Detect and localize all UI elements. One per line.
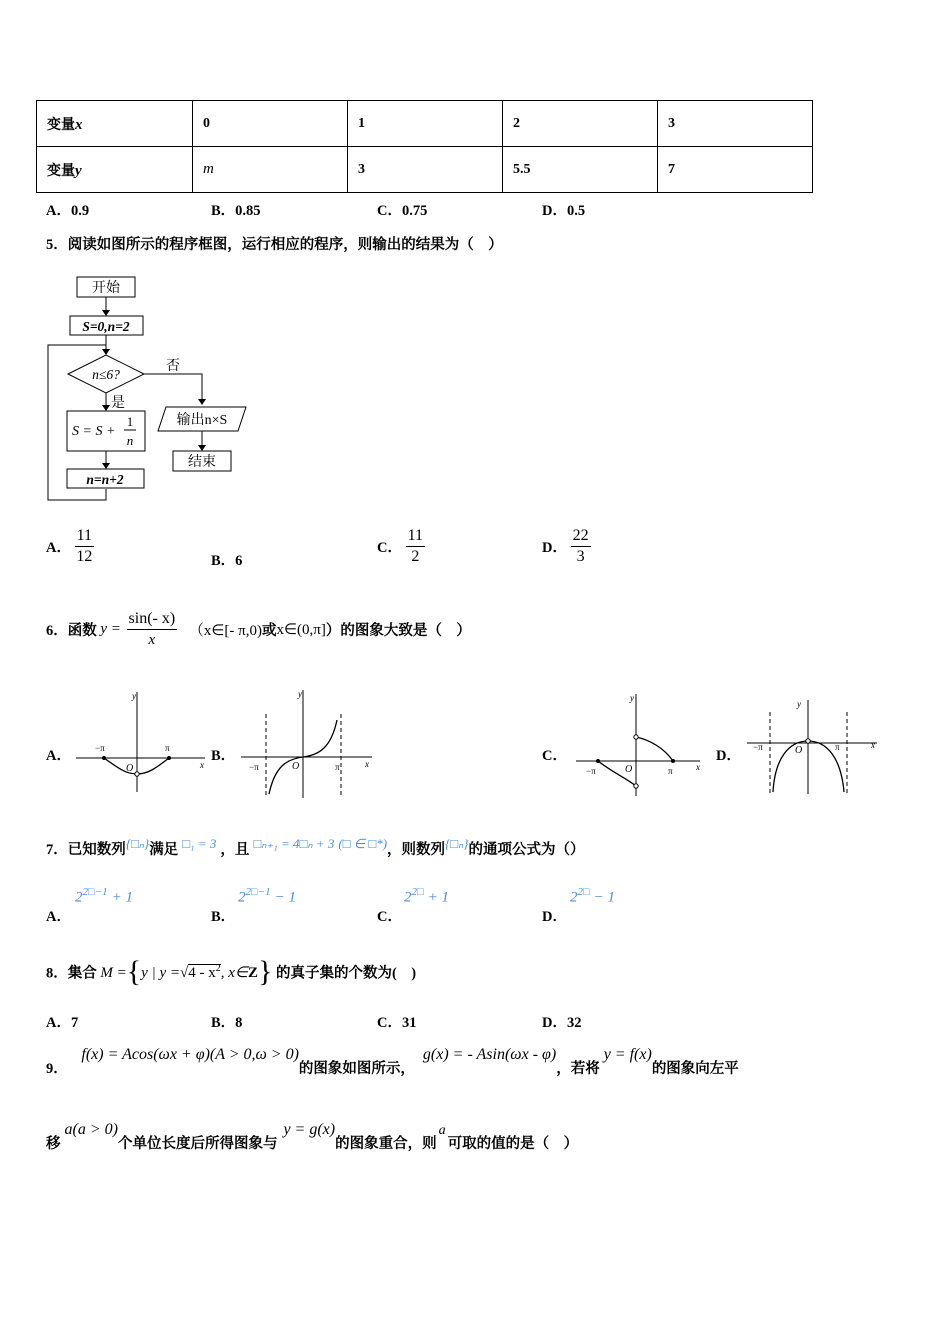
flow-start-text: 开始	[92, 281, 120, 296]
svg-text:x: x	[871, 740, 875, 750]
q6-option-c: C．	[542, 748, 567, 764]
svg-text:x: x	[200, 760, 204, 770]
table-cell: 3	[658, 101, 813, 147]
svg-text:π: π	[335, 762, 340, 772]
svg-text:y: y	[298, 689, 302, 699]
q6-question: 6．函数 y = $\frac{\sin(- x)}{x}$ （x∈[- π,0)或x∈(0,π]）的图象大致是（ ）	[46, 610, 471, 648]
q5-option-a: A． $\frac{11}{12}$	[46, 527, 93, 565]
table-cell: 3	[348, 147, 503, 193]
q6-option-b: B．	[211, 748, 236, 764]
q7-option-b: B．	[211, 909, 236, 925]
flow-step-text: n=n+2	[86, 472, 124, 487]
q8-set-expr: M ={y | $y =√4 - x^2$, x∈Z}	[100, 955, 273, 988]
table-cell: 变量x	[37, 101, 193, 147]
flowchart	[40, 270, 255, 505]
q4-option-c: C．0.75	[377, 203, 428, 219]
flow-update-den: n	[126, 433, 134, 448]
q4-option-b: B．0.85	[211, 203, 261, 219]
table-cell: 2	[503, 101, 658, 147]
flow-update-text: S = S +	[72, 424, 116, 439]
q6-option-d: D．	[716, 748, 741, 764]
q5-question: 5．阅读如图所示的程序框图，运行相应的程序，则输出的结果为（ ）	[46, 237, 503, 253]
svg-text:−π: −π	[95, 743, 105, 753]
svg-text:y: y	[630, 693, 634, 703]
q7-option-c: C．	[377, 909, 402, 925]
svg-text:O: O	[292, 761, 300, 772]
q6-option-a: A．	[46, 748, 71, 764]
q6-graph-c	[570, 690, 710, 802]
flow-update-num: 1	[126, 414, 134, 429]
table-cell: m	[193, 147, 348, 193]
q9-line2: 移a(a > 0)个单位长度后所得图象与y = g(x)的图象重合，则a可取的值的是（ ）	[46, 1121, 579, 1152]
flow-no-label: 否	[166, 359, 180, 374]
svg-text:x: x	[365, 759, 369, 769]
table-cell: 0	[193, 101, 348, 147]
flow-end-text: 结束	[188, 455, 216, 470]
svg-text:π: π	[165, 743, 170, 753]
q7-option-a: A．	[46, 909, 71, 925]
q8-option-c: C．31	[377, 1015, 417, 1031]
q9-line1: 9． f(x) = Acos(ωx + φ)(A > 0,ω > 0)的图象如图所示，g(x) = - Asin(ωx - φ)，若将y = f(x)的图象向左平	[46, 1046, 739, 1077]
q5-option-c: C． $\frac{11}{2}$	[377, 527, 424, 565]
svg-text:y: y	[797, 699, 801, 709]
q7-option-b-expr: $2^{2□-1} - 1$	[238, 886, 296, 906]
q7-question: 7．已知数列{□ₙ}满足 □₁ = 3 ，且 □ₙ₊₁ = 4□ₙ + 3 (□ ∈ □*)，则数列{□ₙ}的通项公式为（）	[46, 836, 585, 858]
flow-yes-label: 是	[111, 396, 125, 411]
q7-option-d-expr: $2^{2□} - 1$	[570, 886, 616, 906]
table-row	[37, 147, 813, 193]
svg-text:y: y	[132, 691, 136, 701]
svg-text:x: x	[696, 762, 700, 772]
flow-cond-text: n≤6?	[92, 367, 120, 382]
svg-text:O: O	[795, 745, 803, 756]
q5-option-b: B．6	[211, 553, 243, 569]
svg-text:−π: −π	[586, 766, 596, 776]
q7-option-d: D．	[542, 909, 567, 925]
q6-graph-d	[745, 696, 885, 796]
q7-option-a-expr: $2^{2□-1} + 1$	[75, 886, 133, 906]
svg-text:−π: −π	[753, 742, 763, 752]
flow-output-text: 输出n×S	[176, 413, 228, 428]
q5-option-d: D． $\frac{22}{3}$	[542, 527, 589, 565]
q6-graph-b	[237, 686, 377, 802]
q8-question: 8．集合 M ={y | $y =√4 - x^2$, x∈Z} 的真子集的个数为( )	[46, 955, 417, 988]
q7-option-c-expr: $2^{2□} + 1$	[404, 886, 450, 906]
svg-text:−π: −π	[249, 762, 259, 772]
table-row	[37, 101, 813, 147]
table-cell: 变量y	[37, 147, 193, 193]
q4-option-d: D．0.5	[542, 203, 586, 219]
data-table	[36, 100, 813, 193]
svg-text:O: O	[126, 763, 134, 774]
table-cell: 7	[658, 147, 813, 193]
q8-option-b: B．8	[211, 1015, 243, 1031]
flow-init-text: S=0,n=2	[82, 319, 130, 334]
table-cell: 5.5	[503, 147, 658, 193]
svg-text:π: π	[668, 766, 673, 776]
svg-text:O: O	[625, 764, 633, 775]
q6-graph-a	[70, 688, 210, 798]
q8-option-a: A．7	[46, 1015, 79, 1031]
svg-text:π: π	[835, 742, 840, 752]
q8-option-d: D．32	[542, 1015, 582, 1031]
q4-option-a: A．0.9	[46, 203, 90, 219]
table-cell: 1	[348, 101, 503, 147]
